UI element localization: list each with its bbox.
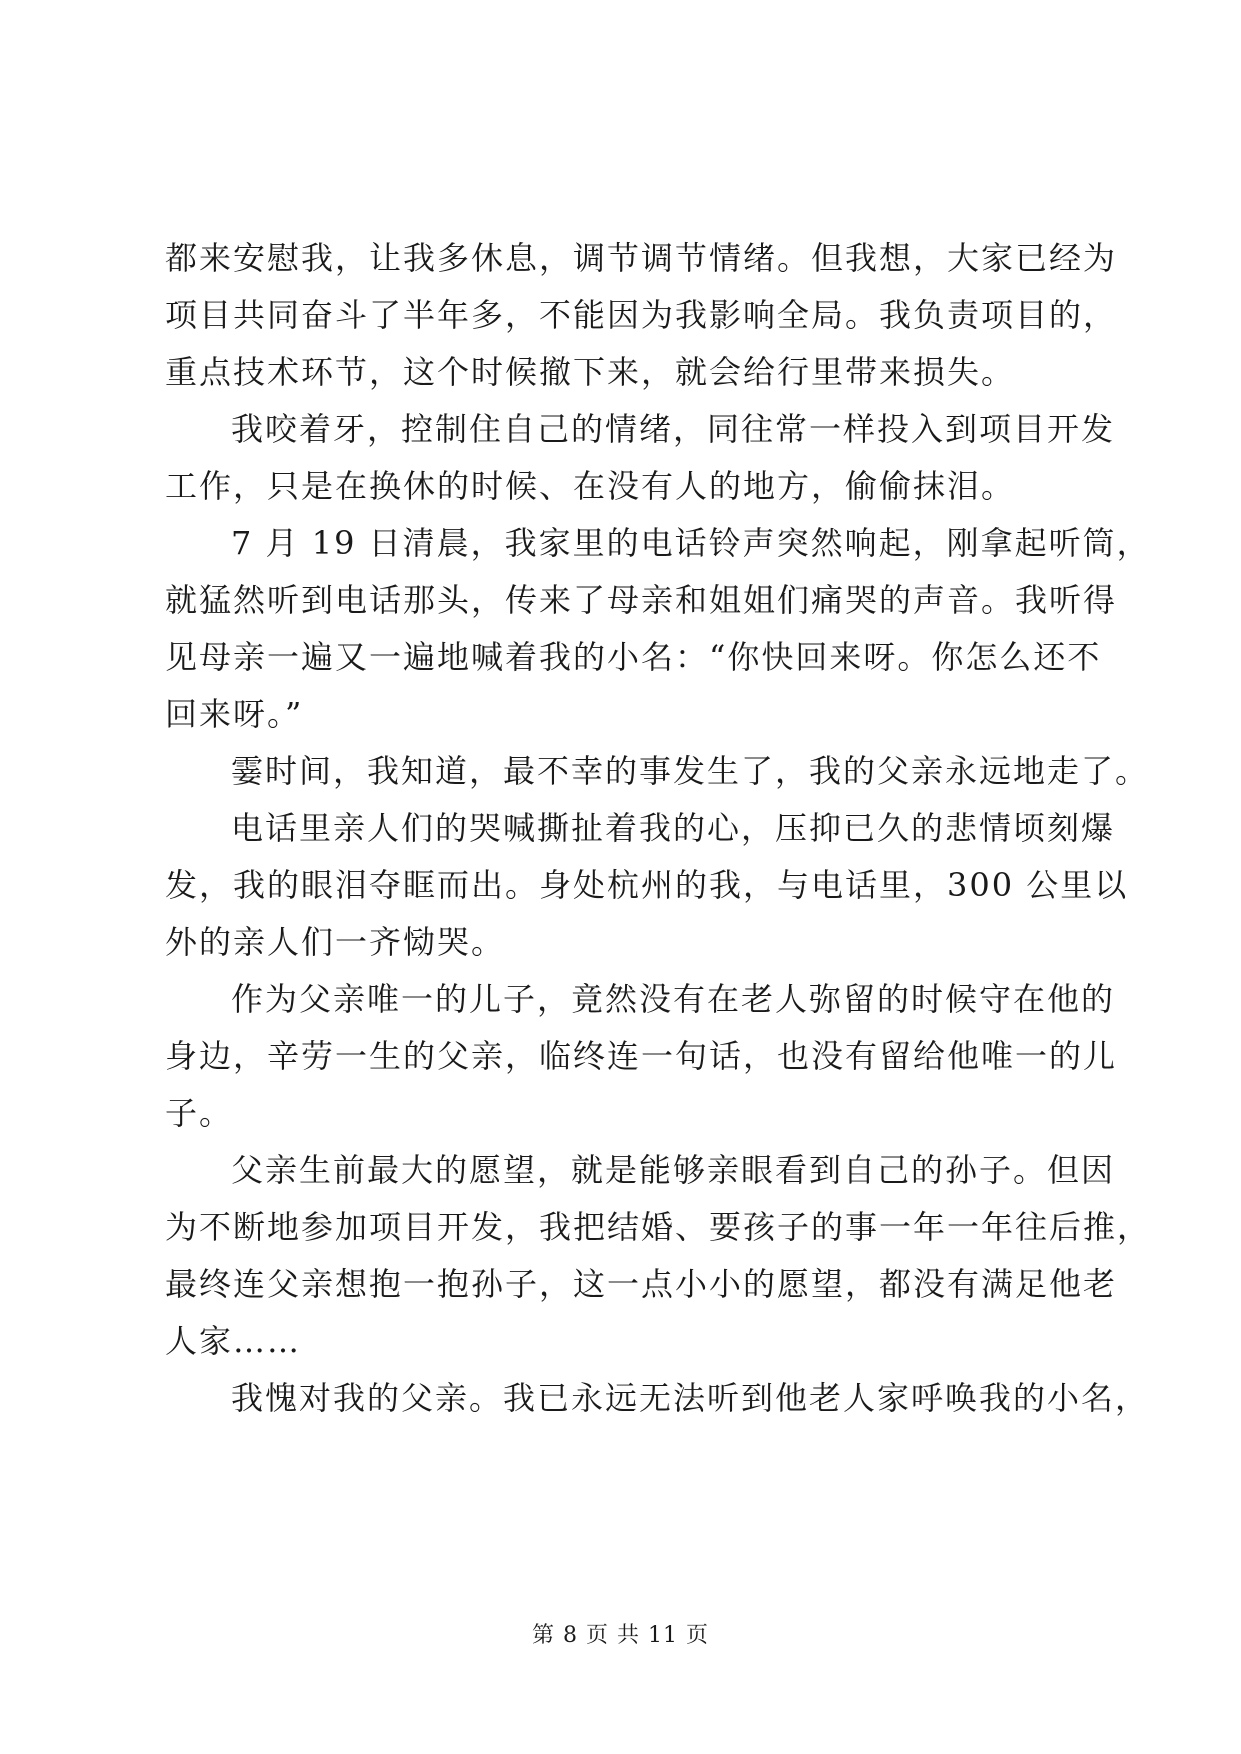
text-line: 发，我的眼泪夺眶而出。身处杭州的我，与电话里，300 公里以 [165,866,1129,904]
text-line: 我咬着牙，控制住自己的情绪，同往常一样投入到项目开发 [231,410,1116,448]
text-line: 见母亲一遍又一遍地喊着我的小名：“你快回来呀。你怎么还不 [165,638,1102,676]
page-number-label: 第 8 页 共 11 页 [532,1623,709,1648]
text-line: 人家…… [165,1322,302,1360]
text-line: 最终连父亲想抱一抱孙子，这一点小小的愿望，都没有满足他老 [165,1265,1118,1303]
page-footer [0,1618,1241,1649]
text-line: 7 月 19 日清晨，我家里的电话铃声突然响起，刚拿起听筒， [231,524,1151,562]
text-line: 父亲生前最大的愿望，就是能够亲眼看到自己的孙子。但因 [231,1151,1116,1189]
text-line: 作为父亲唯一的儿子，竟然没有在老人弥留的时候守在他的 [231,980,1116,1018]
text-line: 霎时间，我知道，最不幸的事发生了，我的父亲永远地走了。 [231,752,1150,790]
text-line: 都来安慰我，让我多休息，调节调节情绪。但我想，大家已经为 [165,239,1118,277]
text-line: 外的亲人们一齐恸哭。 [165,923,506,961]
text-line: 重点技术环节，这个时候撤下来，就会给行里带来损失。 [165,353,1016,391]
text-line: 就猛然听到电话那头，传来了母亲和姐姐们痛哭的声音。我听得 [165,581,1118,619]
text-line: 电话里亲人们的哭喊撕扯着我的心，压抑已久的悲情顷刻爆 [231,809,1116,847]
text-line: 我愧对我的父亲。我已永远无法听到他老人家呼唤我的小名， [231,1379,1150,1417]
body-text [165,230,1152,1427]
text-line: 项目共同奋斗了半年多，不能因为我影响全局。我负责项目的， [165,296,1118,334]
text-line: 工作，只是在换休的时候、在没有人的地方，偷偷抹泪。 [165,467,1016,505]
text-line: 子。 [165,1094,234,1132]
text-line: 为不断地参加项目开发，我把结婚、要孩子的事一年一年往后推， [165,1208,1152,1246]
text-line: 身边，辛劳一生的父亲，临终连一句话，也没有留给他唯一的儿 [165,1037,1118,1075]
text-line: 回来呀。” [165,695,304,733]
